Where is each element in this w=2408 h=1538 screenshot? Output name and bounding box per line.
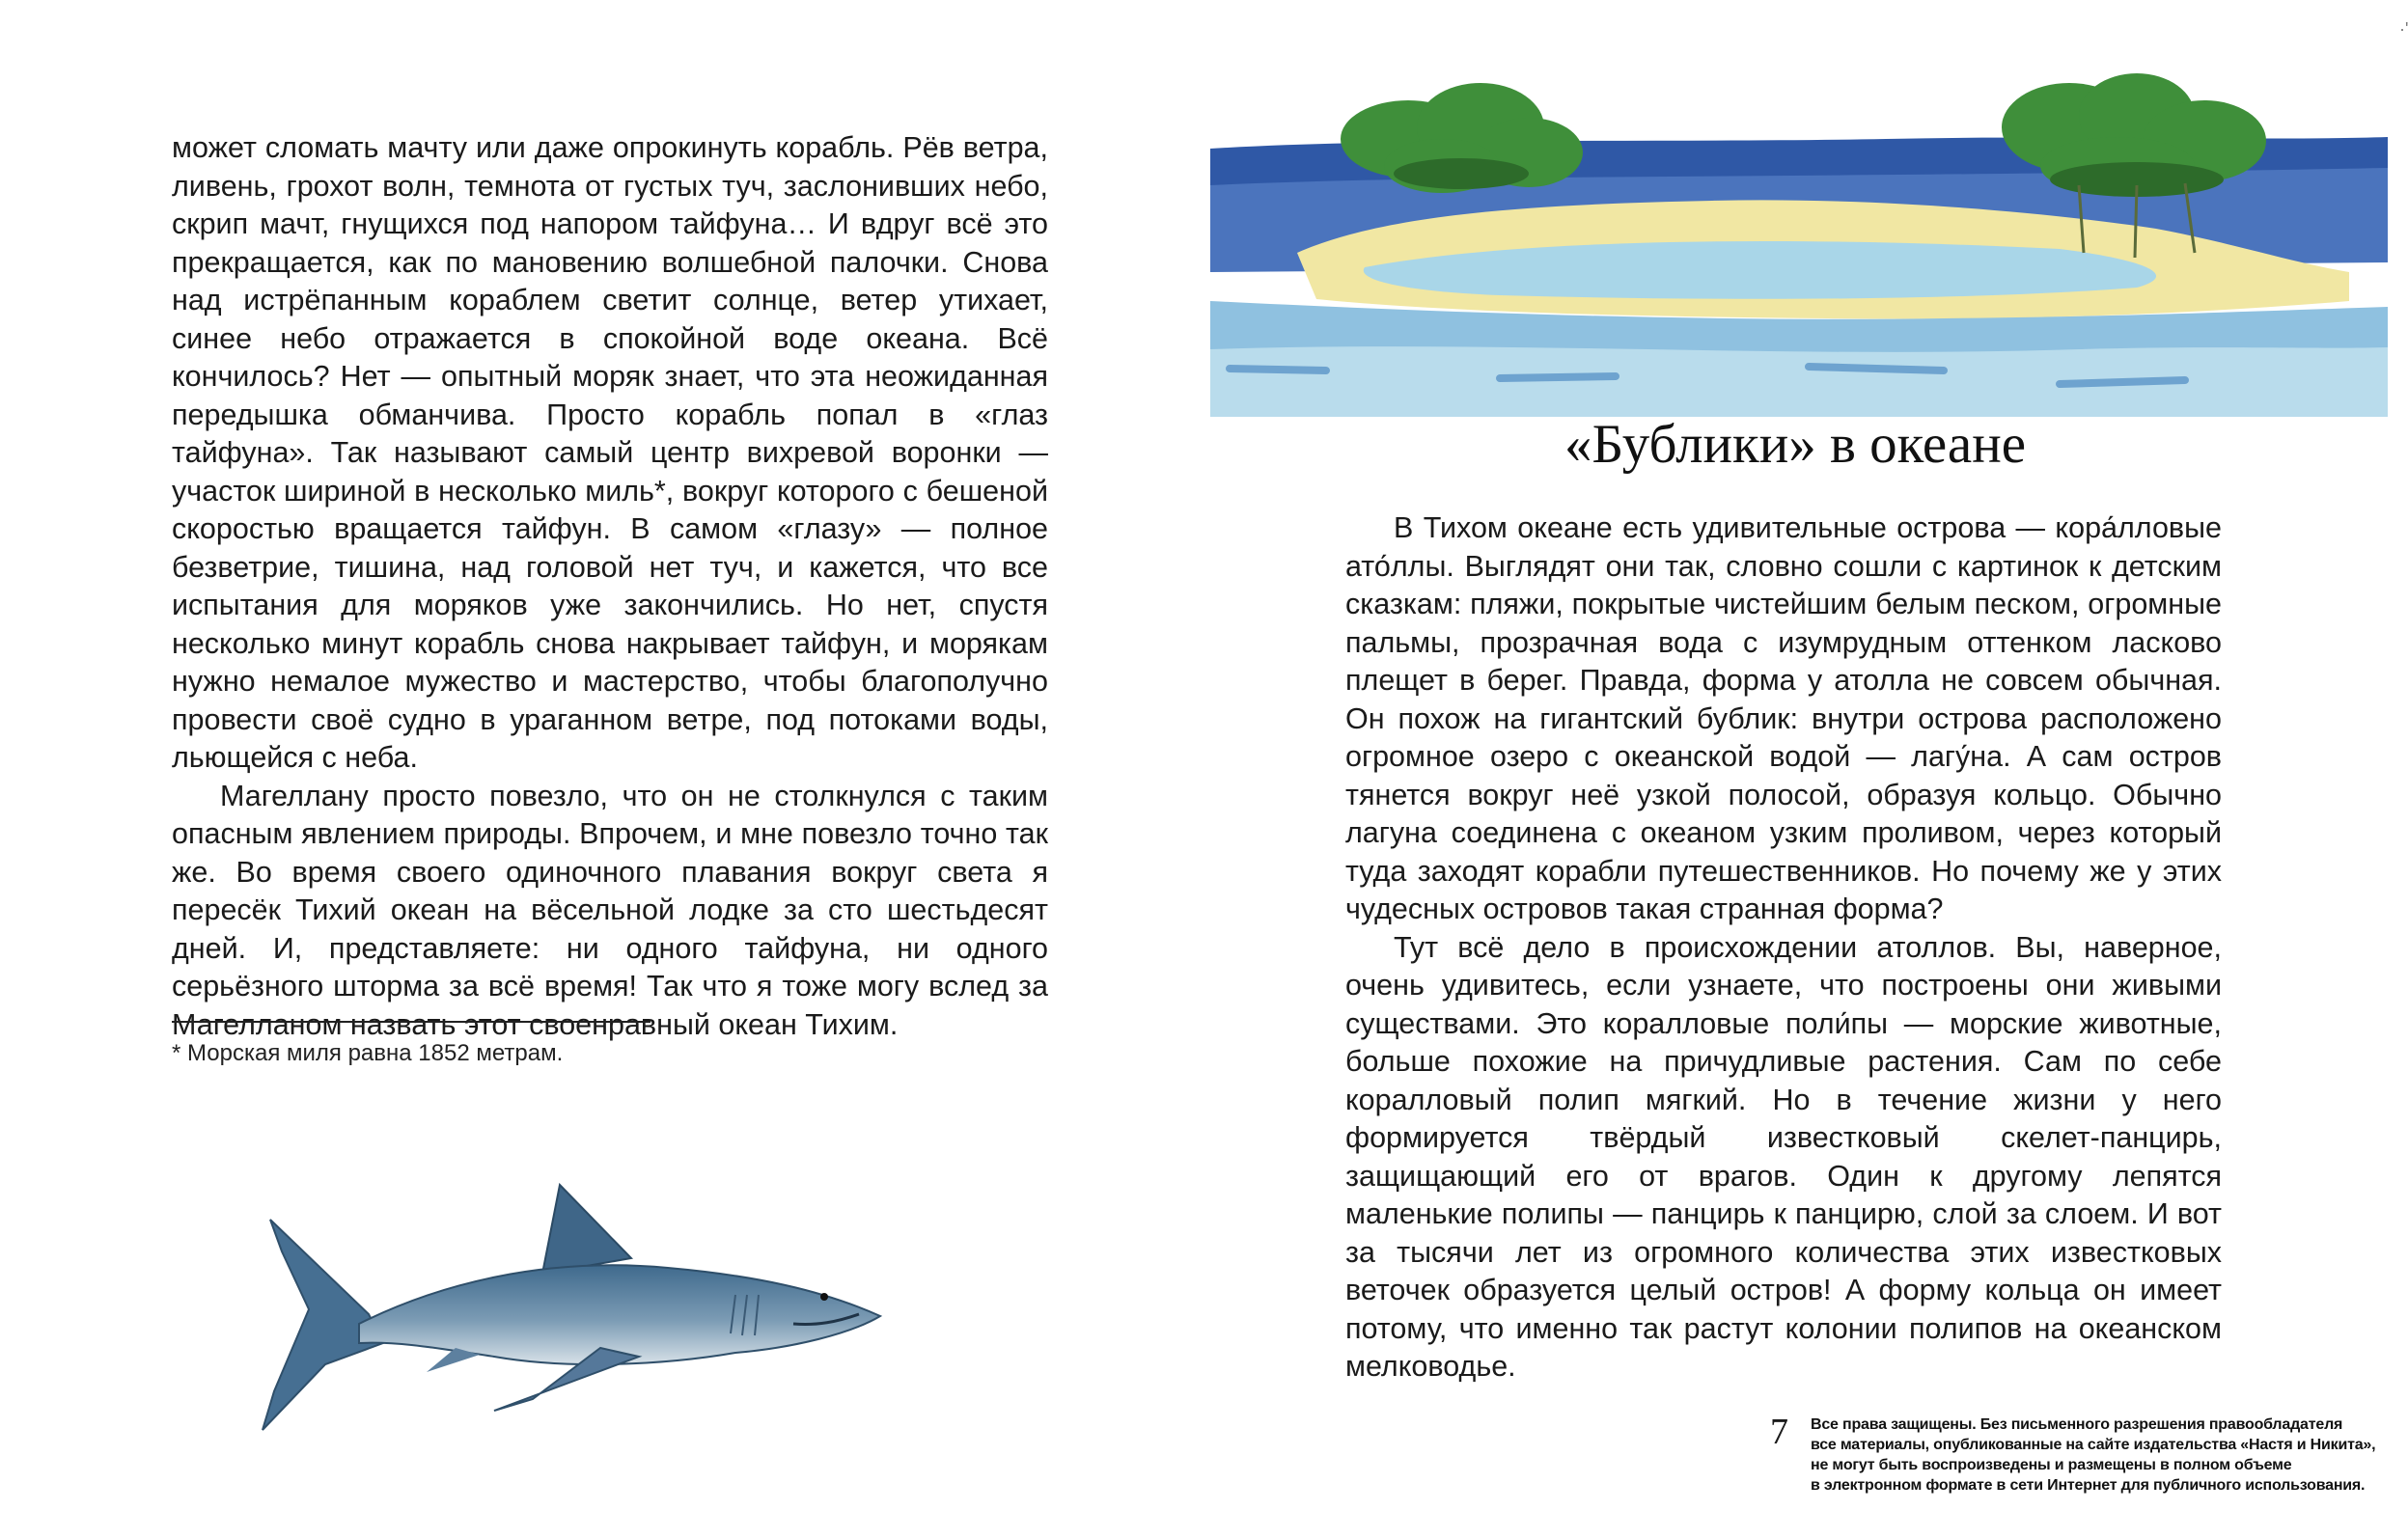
shark-illustration	[253, 1150, 909, 1517]
copyright-line: все материалы, опубликованные на сайте издательства «Настя и Никита»,	[1811, 1437, 2376, 1453]
left-page-text	[172, 129, 1048, 1044]
paragraph: В Тихом океане есть удивительные острова — кора́лловые ато́ллы. Выглядят они так, словно сошли с картинок к детским сказкам: пляжи, покрытые чистейшим белым песком, огромные пальмы, прозрачная вода с изумрудным оттенком ласково плещет в берег. Правда, форма у атолла не совсем обычная. Он похож на гигантский бублик: внутри острова расположено огромное озеро с океанской водой — лагу́на. А сам остров тянется вокруг неё узкой полосой, образуя кольцо. Обычно лагуна соединена с океаном узким проливом, через который туда заходят корабли путешественников. Но почему же у этих чудесных островов такая странная форма?	[1345, 511, 2222, 925]
scan-mark: ·'	[2399, 19, 2408, 39]
footnote: * Морская миля равна 1852 метрам.	[172, 1040, 564, 1066]
paragraph: Магеллану просто повезло, что он не столкнулся с таким опасным явлением природы. Впрочем, и мне повезло точно так же. Во время своего одиночного плавания вокруг света я пересёк Тихий океан на вёсельной лодке за сто шестьдесят дней. И, представляете: ни одного тайфуна, ни одного серьёзного шторма за всё время! Так что я тоже могу вслед за Магелланом назвать этот своенравный океан Тихим.	[172, 779, 1048, 1041]
chapter-title: «Бублики» в океане	[1564, 414, 2027, 475]
atoll-illustration	[1210, 60, 2388, 417]
right-page-text	[1345, 509, 2222, 1387]
copyright-line: Все права защищены. Без письменного разрешения правообладателя	[1811, 1416, 2343, 1433]
paragraph: может сломать мачту или даже опрокинуть корабль. Рёв ветра, ливень, грохот волн, темнота от густых туч, заслонивших небо, скрип мачт, гнущихся под напором тайфуна… И вдруг всё это прекращается, как по мановению волшебной палочки. Снова над истрёпанным кораблем светит солнце, ветер утихает, синее небо отражается в спокойной воде океана. Всё кончилось? Нет — опытный моряк знает, что эта неожиданная передышка обманчива. Просто корабль попал в «глаз тайфуна». Так называют самый центр вихревой воронки — участок шириной в несколько миль*, вокруг которого с бешеной скоростью вращается тайфун. В самом «глазу» — полное безветрие, тишина, над головой нет туч, и кажется, что все испытания для моряков уже закончились. Но нет, спустя несколько минут корабль снова накрывает тайфун, и морякам нужно немалое мужество и мастерство, чтобы благополучно провести своё судно в ураганном ветре, под потоками воды, льющейся с неба.	[172, 131, 1048, 774]
copyright-notice	[1811, 1414, 2390, 1496]
copyright-line: в электронном формате в сети Интернет для публичного использования.	[1811, 1477, 2366, 1494]
left-page	[0, 0, 1197, 1538]
right-page	[1197, 0, 2408, 1538]
copyright-line: не могут быть воспроизведены и размещены в полном объеме	[1811, 1457, 2292, 1473]
footnote-divider	[172, 1021, 650, 1023]
page-number: 7	[1770, 1412, 1788, 1452]
paragraph: Тут всё дело в происхождении атоллов. Вы, наверное, очень удивитесь, если узнаете, что построены они живыми существами. Это коралловые поли́пы — морские животные, больше похожие на причудливые растения. Сам по себе коралловый полип мягкий. Но в течение жизни у него формируется твёрдый известковый скелет-панцирь, защищающий его от врагов. Один к другому лепятся маленькие полипы — панцирь к панцирю, слой за слоем. И вот за тысячи лет из огромного количества этих известковых веточек образуется целый остров! А форму кольца он имеет потому, что именно так растут колонии полипов на океанском мелководье.	[1345, 930, 2222, 1383]
